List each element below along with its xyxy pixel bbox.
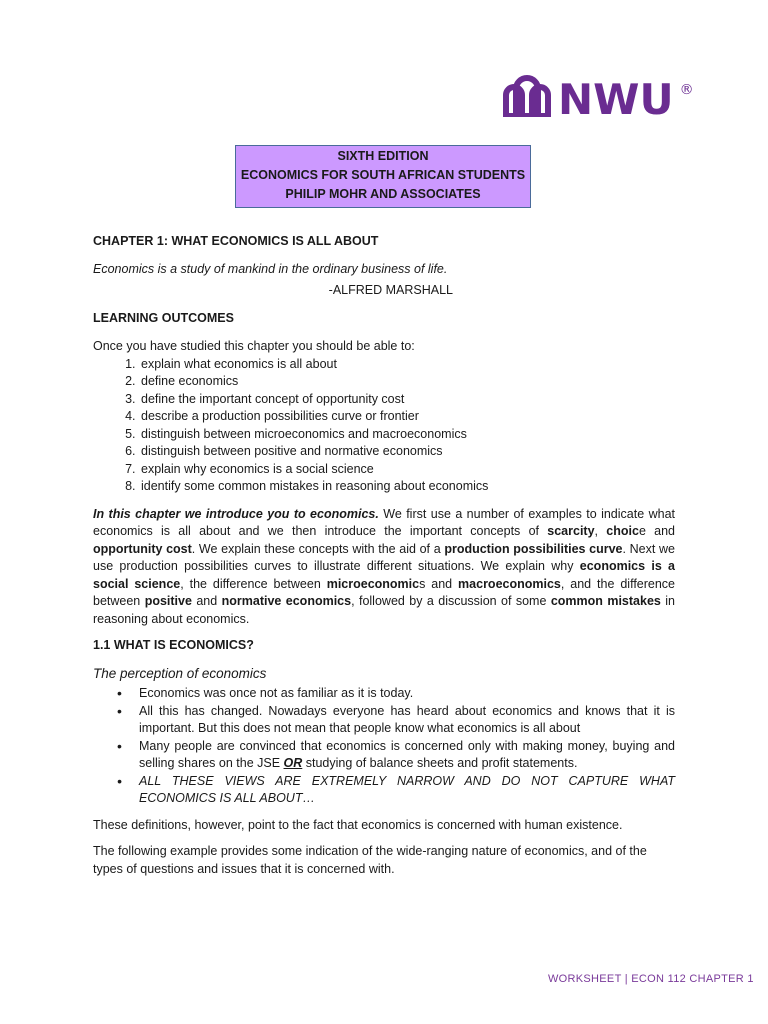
perception-bullet-list <box>93 685 675 808</box>
document-body <box>93 233 675 878</box>
list-item: • Many people are convinced that economics is concerned only with making money, buying and selling shares on the JSE OR studying of balance sheets and profit statements. <box>139 738 675 773</box>
page-footer: WORKSHEET | ECON 112 CHAPTER 1 <box>548 973 754 985</box>
list-item: 7. explain why economics is a social science <box>139 461 675 479</box>
nwu-emblem-icon <box>500 75 554 126</box>
list-item: • All this has changed. Nowadays everyone has heard about economics and knows that it is important. But this does not mean that people know what economics is all about <box>139 703 675 738</box>
list-item: 6. distinguish between positive and normative economics <box>139 443 675 461</box>
list-item: 2. define economics <box>139 373 675 391</box>
book-title-line: ECONOMICS FOR SOUTH AFRICAN STUDENTS <box>240 168 526 182</box>
list-item: 3. define the important concept of opportunity cost <box>139 391 675 409</box>
list-item: 1. explain what economics is all about <box>139 356 675 374</box>
section-subheading: The perception of economics <box>93 665 267 681</box>
quote-author: -ALFRED MARSHALL <box>328 283 453 297</box>
learning-outcomes-heading: LEARNING OUTCOMES <box>93 310 234 325</box>
chapter-intro-paragraph: In this chapter we introduce you to economics. We first use a number of examples to indicate what economics is all about and we then introduce the important concepts of scarcity, choice and opportunity cost. We explain these concepts with the aid of a production possibilities curve. Next we use production possibilities curves to illustrate different situations. We explain why economics is a social science, the difference between microeconomics and macroeconomics, and the difference between positive and normative economics, followed by a discussion of some common mistakes in reasoning about economics. <box>93 506 676 626</box>
list-item: 4. describe a production possibilities curve or frontier <box>139 408 675 426</box>
chapter-title: CHAPTER 1: WHAT ECONOMICS IS ALL ABOUT <box>93 234 379 248</box>
list-item: • Economics was once not as familiar as it is today. <box>139 685 675 703</box>
body-paragraph: The following example provides some indication of the wide-ranging nature of economics, and of the types of questions and issues that it is concerned with. <box>93 844 647 876</box>
learning-outcomes-list <box>93 356 675 496</box>
list-item: 8. identify some common mistakes in reasoning about economics <box>139 478 675 496</box>
edition-line: SIXTH EDITION <box>337 149 429 163</box>
nwu-logo <box>500 76 694 124</box>
opening-quote: Economics is a study of mankind in the ordinary business of life. <box>93 261 448 276</box>
learning-outcomes-intro: Once you have studied this chapter you should be able to: <box>93 339 415 353</box>
section-heading: 1.1 WHAT IS ECONOMICS? <box>93 638 254 652</box>
book-title-box <box>235 145 531 208</box>
list-item: • ALL THESE VIEWS ARE EXTREMELY NARROW AND DO NOT CAPTURE WHAT ECONOMICS IS ALL ABOUT… <box>139 773 675 808</box>
list-item: 5. distinguish between microeconomics and macroeconomics <box>139 426 675 444</box>
authors-line: PHILIP MOHR AND ASSOCIATES <box>285 187 481 201</box>
logo-wordmark: NWU <box>558 75 674 124</box>
registered-mark: ® <box>679 82 694 98</box>
body-paragraph: These definitions, however, point to the fact that economics is concerned with human existence. <box>93 817 623 832</box>
